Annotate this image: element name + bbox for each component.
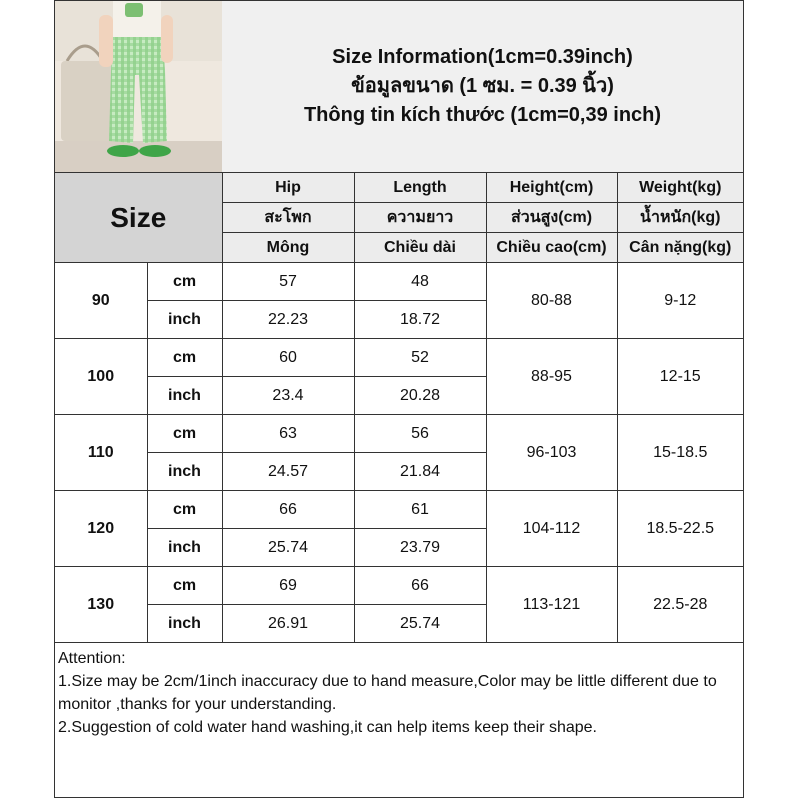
hip-cm: 63 (222, 415, 354, 453)
weight-range: 18.5-22.5 (617, 491, 743, 567)
hip-inch: 24.57 (222, 453, 354, 491)
title-thai: ข้อมูลขนาด (1 ซม. = 0.39 นิ้ว) (351, 75, 614, 97)
hip-cm: 69 (222, 567, 354, 605)
size-value: 130 (55, 567, 147, 643)
hip-cm: 66 (222, 491, 354, 529)
unit-inch: inch (147, 453, 222, 491)
product-photo (55, 1, 223, 173)
unit-cm: cm (147, 567, 222, 605)
col-length-vi: Chiều dài (354, 233, 486, 263)
length-inch: 25.74 (354, 605, 486, 643)
length-cm: 56 (354, 415, 486, 453)
length-cm: 48 (354, 263, 486, 301)
col-hip-vi: Mông (222, 233, 354, 263)
col-hip-en: Hip (222, 173, 354, 203)
weight-range: 22.5-28 (617, 567, 743, 643)
col-height-th: ส่วนสูง(cm) (486, 203, 617, 233)
length-cm: 52 (354, 339, 486, 377)
weight-range: 9-12 (617, 263, 743, 339)
col-weight-en: Weight(kg) (617, 173, 743, 203)
note-washing: 2.Suggestion of cold water hand washing,it can help items keep their shape. (58, 719, 597, 736)
weight-range: 12-15 (617, 339, 743, 415)
length-inch: 21.84 (354, 453, 486, 491)
length-cm: 66 (354, 567, 486, 605)
length-inch: 18.72 (354, 301, 486, 339)
title-vietnamese: Thông tin kích thước (1cm=0,39 inch) (303, 104, 662, 126)
table-row (55, 415, 743, 453)
unit-cm: cm (147, 415, 222, 453)
col-weight-vi: Cân nặng(kg) (617, 233, 743, 263)
weight-range: 15-18.5 (617, 415, 743, 491)
table-row (55, 491, 743, 529)
hip-inch: 25.74 (222, 529, 354, 567)
size-table (55, 172, 743, 643)
size-header: Size (55, 173, 222, 263)
length-cm: 61 (354, 491, 486, 529)
col-length-en: Length (354, 173, 486, 203)
height-range: 88-95 (486, 339, 617, 415)
unit-cm: cm (147, 491, 222, 529)
size-value: 110 (55, 415, 147, 491)
table-row (55, 567, 743, 605)
col-length-th: ความยาว (354, 203, 486, 233)
col-height-vi: Chiều cao(cm) (486, 233, 617, 263)
unit-inch: inch (147, 529, 222, 567)
hip-cm: 60 (222, 339, 354, 377)
table-row (55, 339, 743, 377)
notes-heading: Attention: (58, 650, 126, 667)
attention-notes (55, 647, 743, 739)
length-inch: 23.79 (354, 529, 486, 567)
title-english: Size Information(1cm=0.39inch) (332, 46, 633, 68)
height-range: 96-103 (486, 415, 617, 491)
col-height-en: Height(cm) (486, 173, 617, 203)
hip-inch: 23.4 (222, 377, 354, 415)
height-range: 104-112 (486, 491, 617, 567)
size-value: 90 (55, 263, 147, 339)
note-measurement: 1.Size may be 2cm/1inch inaccuracy due to hand measure,Color may be little different due to monitor ,thanks for your understanding. (58, 673, 717, 713)
unit-inch: inch (147, 605, 222, 643)
table-row (55, 263, 743, 301)
hip-inch: 22.23 (222, 301, 354, 339)
unit-cm: cm (147, 263, 222, 301)
unit-cm: cm (147, 339, 222, 377)
height-range: 80-88 (486, 263, 617, 339)
header-row-english (55, 173, 743, 203)
unit-inch: inch (147, 301, 222, 339)
length-inch: 20.28 (354, 377, 486, 415)
height-range: 113-121 (486, 567, 617, 643)
size-information-header (222, 1, 743, 173)
size-value: 100 (55, 339, 147, 415)
col-hip-th: สะโพก (222, 203, 354, 233)
hip-cm: 57 (222, 263, 354, 301)
unit-inch: inch (147, 377, 222, 415)
hip-inch: 26.91 (222, 605, 354, 643)
col-weight-th: น้ำหนัก(kg) (617, 203, 743, 233)
size-chart-sheet (54, 0, 744, 798)
size-value: 120 (55, 491, 147, 567)
